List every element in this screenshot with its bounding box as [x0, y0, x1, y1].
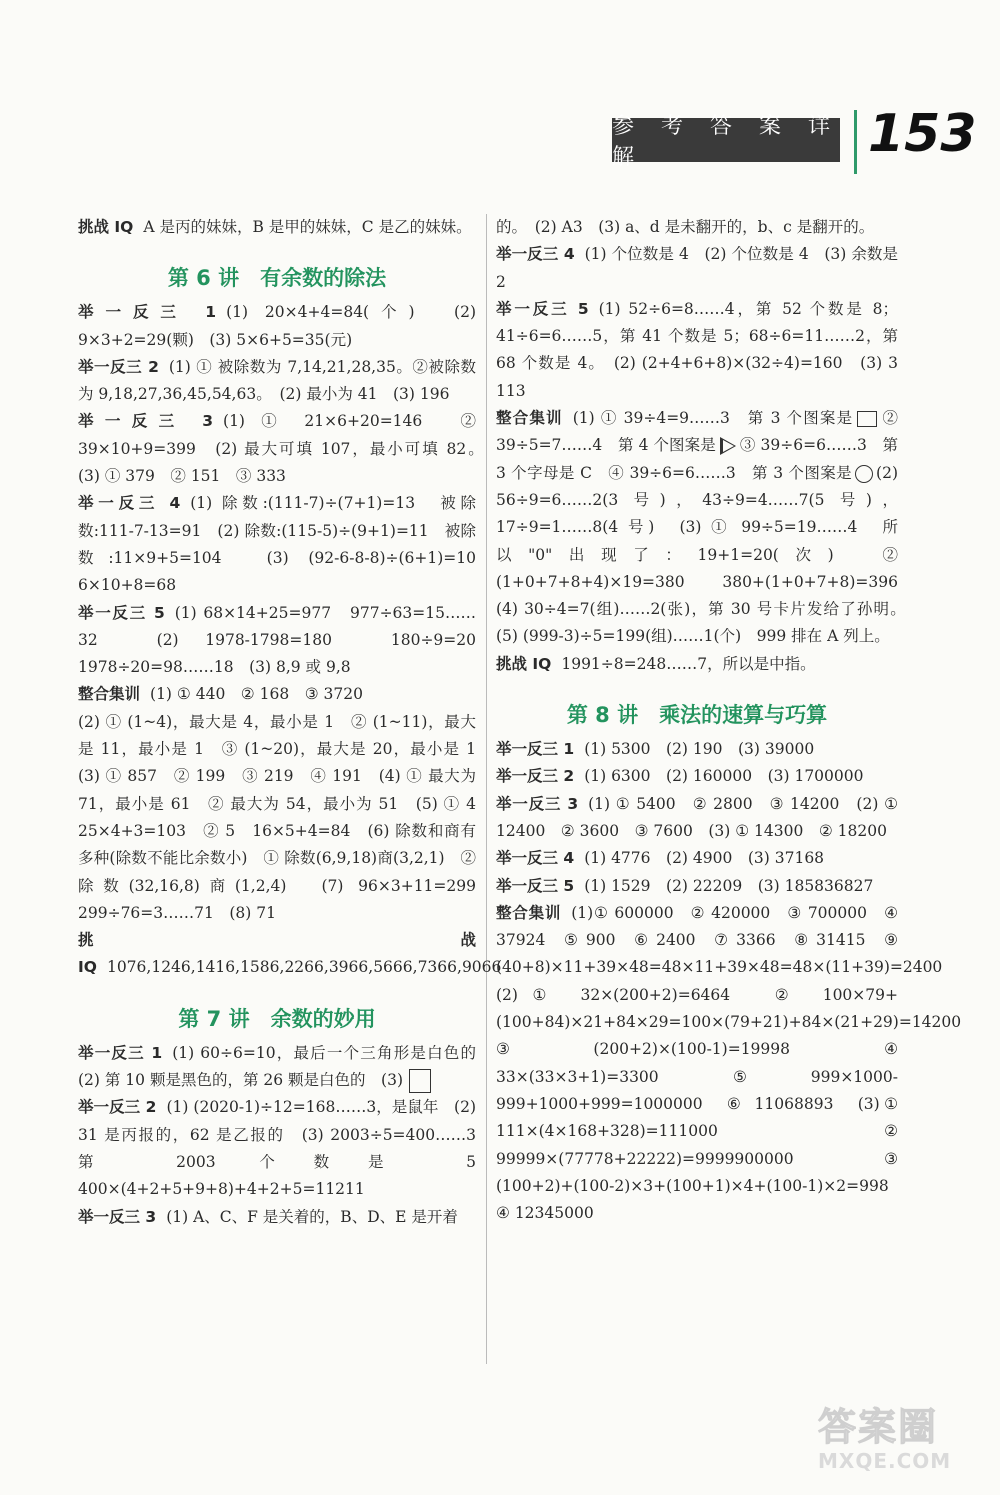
item-label: 举一反三 3 [78, 1207, 157, 1226]
page-header [612, 104, 992, 170]
item-text: (1) ① 39÷4=9……3 第 3 个图案是 [572, 409, 854, 428]
item-text: ③ 39÷6=6……3 第 3 个字母是 C ④ 39÷6=6……3 第 3 个图案是 [496, 436, 898, 482]
answer-item [496, 845, 898, 872]
item-text: (1) ① 被除数为 7,14,21,28,35。②被除数为 9,18,27,36,45,54,63。 (2) 最小为 41 (3) 196 [78, 357, 476, 404]
watermark-logo [818, 1396, 990, 1491]
item-text: ② 39÷5=7……4 第 4 个图案是 [496, 409, 898, 455]
answer-item [78, 709, 492, 927]
item-text: (1) 1529 (2) 22209 (3) 185836827 [584, 876, 874, 895]
item-text: (1) ① 21×6+20=146 ② 39×10+9=399 (2) 最大可填 107，最小可填 82。 (3) ① 379 ② 151 ③ 333 [78, 412, 492, 486]
item-label: 挑战 IQ [496, 654, 552, 673]
item-label: 举一反三 4 [496, 849, 575, 868]
answer-item [496, 214, 898, 241]
item-text: A 是丙的妹妹，B 是甲的妹妹，C 是乙的妹妹。 [143, 218, 472, 236]
answer-item [496, 651, 898, 678]
item-label: 举一反三 5 [496, 876, 575, 895]
answer-item [78, 927, 502, 982]
answer-item [78, 681, 476, 708]
header-divider [854, 110, 857, 174]
answer-item [78, 1204, 476, 1231]
item-label: 挑战 IQ [78, 218, 134, 236]
item-label: 举一反三 5 [78, 603, 165, 622]
column-divider [486, 214, 487, 1364]
square-shape-icon [409, 1069, 431, 1093]
item-text: (1) 68×14+25=977 977÷63=15……32 (2) 1978-1798=180 180÷9=20 1978÷20=98……18 (3) 8,9 或 9,8 [78, 603, 492, 677]
item-text: (1)① 600000 ② 420000 ③ 700000 ④ 37924 ⑤ 900 ⑥ 2400 ⑦ 3366 ⑧ 31415 ⑨ (40+8)×11+39×48=48×11+39×48=48×(11+39)=2400 (2)① 32×(200+2)=6464 ② 100×79+(100+84)×21+84×29=100×(79+21)+84×(21+29)=14200 ③ (200+2)×(100-1)=19998 ④ 33×(33×3+1)=3300 ⑤ 999×1000-999+1000+999=1000000 ⑥ 11068893 (3)① 111×(4×168+328)=111000 ② 99999×(77778+22222)=9999900000 ③ (100+2)+(100-2)×3+(100+1)×4+(100-1)×2=998 ④ 12345000 [496, 903, 977, 1223]
item-text: (1) 个位数是 4 (2) 个位数是 4 (3) 余数是 2 [496, 245, 898, 291]
left-column [78, 214, 502, 1231]
item-label: 整合集训 [496, 409, 563, 428]
answer-item [78, 1040, 492, 1095]
answer-item [496, 296, 914, 405]
item-label: 举一反三 1 [78, 1043, 163, 1062]
item-text: (1) 52÷6=8……4，第 52 个数是 8；41÷6=6……5，第 41 个数是 5；68÷6=11……2，第 68 个数是 4。 (2) (2+4+6+8)×(32÷4)=160 (3) 3 113 [496, 299, 914, 400]
answer-item [78, 299, 476, 354]
item-text: 1076,1246,1416,1586,2266,3966,5666,7366,9066 [106, 958, 502, 977]
item-label: 举一反三 4 [496, 245, 575, 264]
answer-item [78, 490, 492, 599]
section-title: 第 6 讲 有余数的除法 [167, 266, 387, 291]
triangle-shape-icon [720, 437, 736, 455]
watermark-url: MXQE.COM [818, 1449, 952, 1473]
item-label: 挑战 IQ [78, 931, 476, 977]
item-text: (1) 60÷6=10，最后一个三角形是白色的 (2) 第 10 颗是黑色的，第 26 颗是白色的 (3) [78, 1043, 492, 1090]
item-text: (1) 4776 (2) 4900 (3) 37168 [584, 849, 825, 868]
answer-item [78, 214, 476, 241]
item-label: 整合集训 [78, 685, 141, 704]
item-text: (2) 56÷9=6……2(3 号)，43÷9=4……7(5 号)，17÷9=1……8(4 号) (3) ① 99÷5=19……4 所以"0"出现了：19+1=20(次) ② (1+0+7+8+4)×19=380 380+(1+0+7+8)=396 (4) 30÷4=7(组)……2(张)，第 30 号卡片发给了孙明。 (5) (999-3)÷5=199(组)……1(个) 999 排在 A 列上。 [496, 463, 914, 646]
answer-item [496, 791, 898, 846]
item-label: 举一反三 2 [496, 767, 575, 786]
item-label: 举一反三 2 [78, 1098, 157, 1117]
item-label: 整合集训 [496, 903, 562, 922]
header-title: 参 考 答 案 详 解 [612, 114, 840, 170]
item-text: 1991÷8=248……7，所以是中指。 [561, 654, 816, 673]
item-text: (1) ① 5400 ② 2800 ③ 14200 (2) ① 12400 ② 3600 ③ 7600 (3) ① 14300 ② 18200 [496, 794, 898, 840]
item-text: (1) 6300 (2) 160000 (3) 1700000 [584, 767, 864, 786]
item-text: (1) 20×4+4=84(个) (2) 9×3+2=29(颗) (3) 5×6+5=35(元) [78, 303, 476, 349]
answer-item [496, 900, 977, 1228]
item-label: 举一反三 4 [78, 494, 181, 513]
item-label: 举一反三 1 [496, 740, 575, 759]
answer-item [78, 408, 492, 490]
watermark-text: 答案圈 [818, 1405, 939, 1449]
answer-item [496, 241, 898, 296]
rectangle-shape-icon [857, 411, 877, 427]
item-text: 的。 (2) A3 (3) a、d 是未翻开的，b、c 是翻开的。 [496, 218, 875, 236]
answer-item [78, 600, 492, 682]
item-text: (1) A、C、F 是关着的，B、D、E 是开着 [166, 1207, 458, 1226]
answer-item [496, 405, 914, 651]
answer-item [496, 736, 898, 763]
right-column [496, 214, 977, 1227]
section-title: 第 7 讲 余数的妙用 [178, 1006, 376, 1031]
item-label: 举一反三 3 [496, 794, 579, 813]
item-text: (1) 除数:(111-7)÷(7+1)=13 被除数:111-7-13=91 (2) 除数:(115-5)÷(9+1)=11 被除数:11×9+5=104 (3) (92-6-8-8)÷(6+1)=10 6×10+8=68 [78, 494, 492, 595]
answer-item [78, 1094, 492, 1203]
answer-item [496, 763, 898, 790]
item-text: (1) ① 440 ② 168 ③ 3720 [150, 685, 363, 704]
item-label: 举一反三 2 [78, 357, 159, 376]
item-text: (1) (2020-1)÷12=168……3，是鼠年 (2) 31 是丙报的，62 是乙报的 (3) 2003÷5=400……3 第 2003 个数是 5 400×(4+2+5+9+8)+4+2+5=11211 [78, 1098, 492, 1199]
item-label: 举一反三 3 [78, 412, 214, 431]
item-label: 举一反三 5 [496, 299, 589, 318]
section-title: 第 8 讲 乘法的速算与巧算 [566, 703, 828, 728]
item-label: 举一反三 1 [78, 303, 217, 322]
answer-item [496, 873, 898, 900]
circle-shape-icon [855, 465, 873, 483]
item-text: (1) 5300 (2) 190 (3) 39000 [584, 740, 815, 759]
item-text: (2) ① (1~4)，最大是 4，最小是 1 ② (1~11)，最大是 11，最小是 1 ③ (1~20)，最大是 20，最小是 1 (3) ① 857 ② 199 ③ 219 ④ 191 (4) ① 最大为 71，最小是 61 ② 最大为 54，最小为 51 (5) ① 4 25×4+3=103 ② 5 16×5+4=84 (6) 除数和商有多种(除数不能比余数小) ① 除数(6,9,18)商(3,2,1) ② 除数(32,16,8)商(1,2,4) (7) 96×3+11=299 299÷76=3……71 (8) 71 [78, 712, 492, 922]
answer-item [78, 354, 476, 409]
page-number: 153 [868, 104, 977, 164]
